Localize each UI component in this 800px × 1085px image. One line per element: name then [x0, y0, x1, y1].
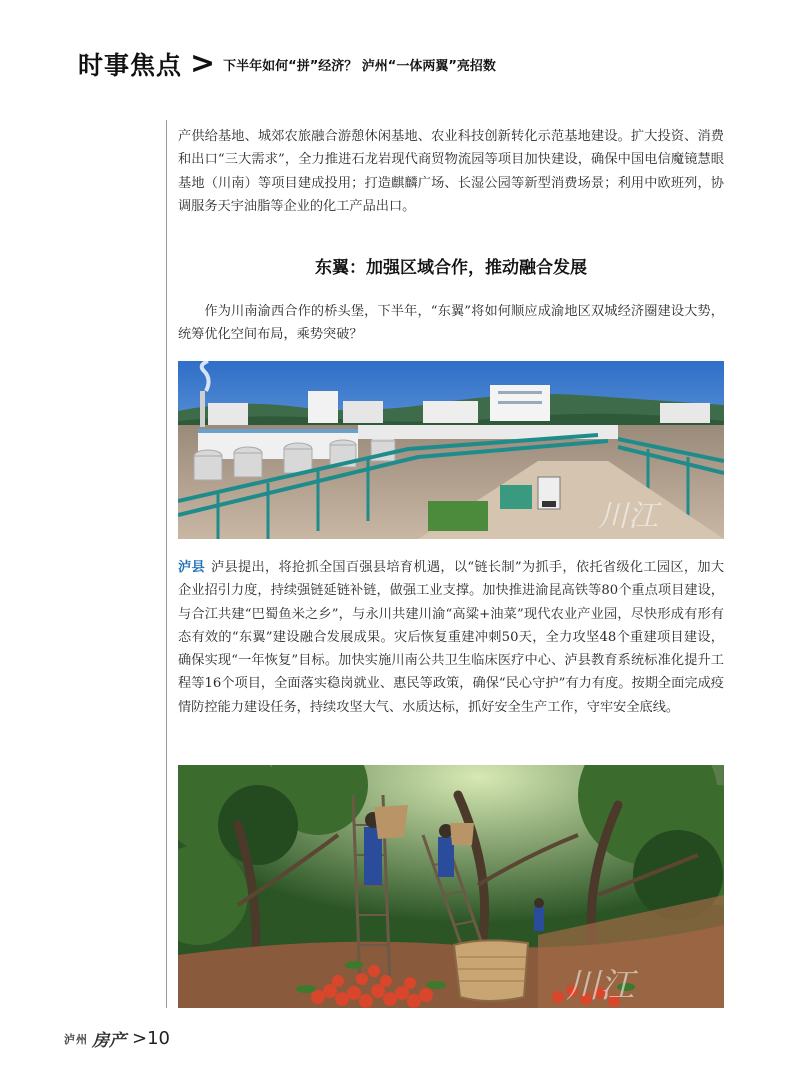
- magazine-brand: 泸州: [64, 1032, 88, 1046]
- page-arrow: >: [132, 1028, 148, 1049]
- page-number: 10: [147, 1028, 170, 1049]
- section-title: 时事焦点: [78, 51, 183, 80]
- photo-watermark: 川江: [598, 499, 658, 534]
- article-subtitle: 下半年如何“拼”经济？ 泸州“一体两翼”亮招数: [223, 58, 496, 74]
- photo-watermark: 川江: [566, 966, 634, 1006]
- paragraph-intro: 产供给基地、城郊农旅融合游憩休闲基地、农业科技创新转化示范基地建设。扩大投资、消费和出口“三大需求”，全力推进石龙岩现代商贸物流园等项目加快建设，确保中国电信魔镜慧眼基地（川南）等项目建成投用；打造麒麟广场、长湿公园等新型消费场景；利用中欧班列，协调服务天宇油脂等企业的化工产品出口。: [178, 129, 724, 214]
- chevron-right-icon: >: [190, 46, 216, 81]
- paragraph-luxian-body: 泸县提出，将抢抓全国百强县培育机遇，以“链长制”为抓手，依托省级化工园区，加大企业招引力度，持续强链延链补链，做强工业支撑。加快推进渝昆高铁等80个重点项目建设，与合江共建“巴蜀鱼米之乡”，与永川共建川渝“高粱+油菜”现代农业产业园，尽快形成有形有态有效的“东翼”建设融合发展成果。灾后恢复重建冲刺50天，全力攻坚48个重建项目建设，确保实现“一年恢复”目标。加快实施川南公共卫生临床医疗中心、泸县教育系统标准化提升工程等16个项目，全面落实稳岗就业、惠民等政策，确保“民心守护”有力有度。按期全面完成疫情防控能力建设任务，持续攻坚大气、水质达标，抓好安全生产工作，守牢安全底线。: [178, 560, 725, 715]
- magazine-logo: 房产: [92, 1031, 126, 1051]
- county-lead-label: 泸县: [178, 560, 205, 575]
- paragraph-dongyi: 作为川南渝西合作的桥头堡，下半年，“东翼”将如何顺应成渝地区双城经济圈建设大势，统筹优化空间布局，乘势突破？: [178, 304, 724, 343]
- section-heading: 东翼：加强区域合作，推动融合发展: [315, 258, 587, 278]
- margin-rule: [166, 120, 167, 1008]
- lychee-harvest-photo: [178, 765, 724, 1008]
- page-footer: [64, 1026, 170, 1051]
- paragraph-luxian: [178, 556, 724, 719]
- page-header: [78, 44, 496, 84]
- chemical-park-photo: [178, 361, 724, 539]
